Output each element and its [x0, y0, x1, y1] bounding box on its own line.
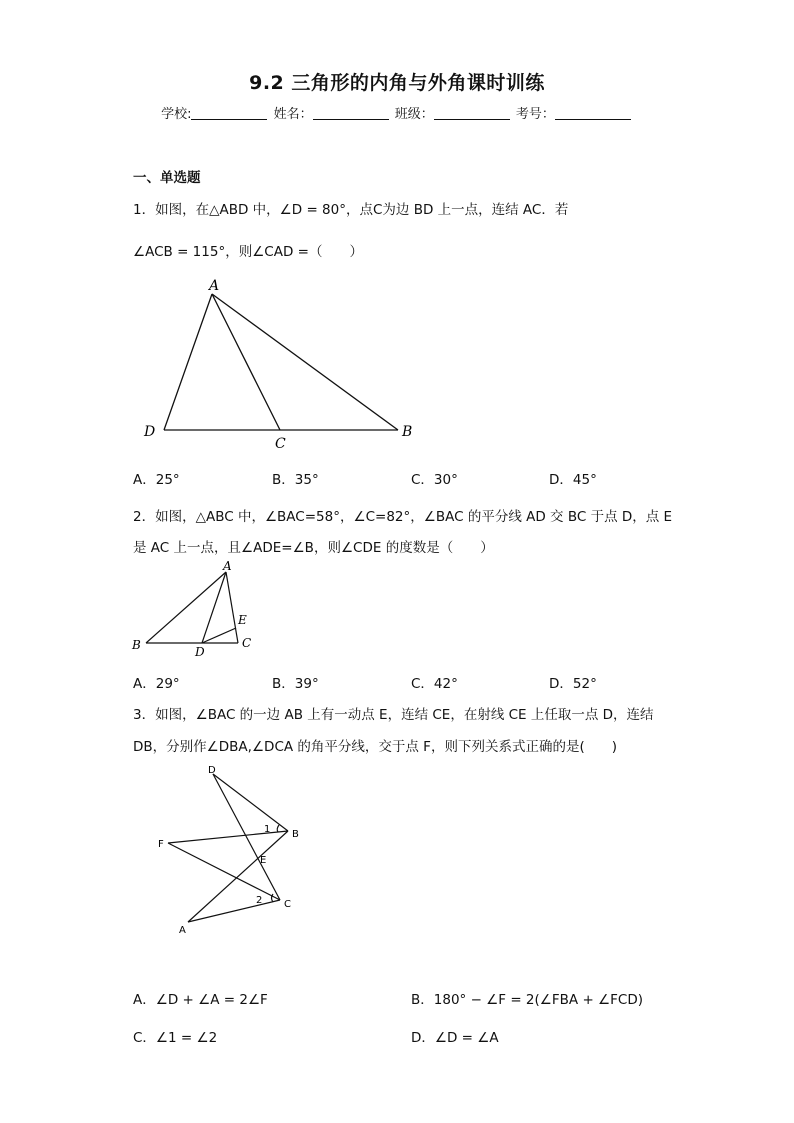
q2-figure [128, 558, 268, 662]
q1-label-c: C [275, 436, 286, 452]
q3-label-angle2: 2 [256, 895, 263, 906]
q3-option-a[interactable]: A．∠D + ∠A = 2∠F [133, 992, 268, 1008]
exam-number-blank [555, 107, 631, 120]
q2-label-e: E [238, 613, 247, 627]
q1-label-d: D [144, 424, 156, 440]
q3-text-line2: DB，分别作∠DBA,∠DCA 的角平分线，交于点 F，则下列关系式正确的是( ) [133, 739, 617, 755]
class-label: 班级： [394, 107, 434, 122]
q3-label-c: C [284, 899, 291, 910]
q3-segment-fc [168, 843, 280, 900]
q3-option-d[interactable]: D．∠D = ∠A [411, 1030, 499, 1046]
q1-segment-ab [212, 294, 398, 430]
q3-label-b: B [292, 829, 299, 840]
q3-segment-db [213, 774, 288, 831]
exam-number-label: 考号： [515, 107, 555, 122]
q3-option-b[interactable]: B．180° − ∠F = 2(∠FBA + ∠FCD) [411, 992, 644, 1008]
name-label: 姓名： [273, 107, 313, 122]
q2-label-c: C [242, 636, 252, 650]
q2-text-line1: 2．如图，△ABC 中，∠BAC=58°，∠C=82°，∠BAC 的平分线 AD 交 BC 于点 D，点 E [133, 509, 673, 525]
q3-label-f: F [158, 839, 164, 850]
q2-label-b: B [132, 638, 141, 652]
q1-option-d[interactable]: D．45° [549, 472, 597, 488]
q1-option-b[interactable]: B．35° [272, 472, 319, 488]
q2-option-c[interactable]: C．42° [411, 676, 458, 692]
q1-label-a: A [209, 278, 220, 294]
q3-label-e: E [260, 855, 267, 866]
q1-text-line2: ∠ACB = 115°，则∠CAD =（ ） [133, 244, 363, 260]
q2-segment-de [202, 628, 236, 643]
q3-angle2-arc [272, 894, 274, 902]
q2-option-d[interactable]: D．52° [549, 676, 597, 692]
q2-label-a: A [223, 559, 232, 573]
q3-figure [150, 762, 320, 940]
q1-label-b: B [402, 424, 413, 440]
q3-segment-ab [188, 831, 288, 922]
q1-segment-ac [212, 294, 280, 430]
page-title: 9.2 三角形的内角与外角课时训练 [249, 72, 545, 94]
class-blank [434, 107, 510, 120]
q2-label-d: D [195, 645, 205, 659]
q3-label-a: A [179, 925, 186, 936]
q2-option-b[interactable]: B．39° [272, 676, 319, 692]
q3-label-d: D [208, 765, 216, 776]
q1-segment-ad [164, 294, 212, 430]
name-blank [313, 107, 389, 120]
q3-angle1-arc [277, 825, 279, 832]
q2-option-a[interactable]: A．29° [133, 676, 180, 692]
section-title: 一、单选题 [133, 170, 201, 186]
q3-option-c[interactable]: C．∠1 = ∠2 [133, 1030, 218, 1046]
q3-label-angle1: 1 [264, 824, 271, 835]
q3-segment-ac [188, 900, 280, 922]
school-label: 学校: [161, 107, 192, 122]
q1-text-line1: 1．如图，在△ABD 中，∠D = 80°，点C为边 BD 上一点，连结 AC．若 [133, 202, 569, 218]
q3-text-line1: 3．如图，∠BAC 的一边 AB 上有一动点 E，连结 CE，在射线 CE 上任取一点 D，连结 [133, 707, 654, 723]
student-info-fields [0, 103, 794, 122]
q1-option-a[interactable]: A．25° [133, 472, 180, 488]
q1-option-c[interactable]: C．30° [411, 472, 458, 488]
q2-segment-ac [226, 572, 238, 643]
q1-figure [130, 270, 430, 460]
q2-text-line2: 是 AC 上一点，且∠ADE=∠B，则∠CDE 的度数是（ ） [133, 540, 494, 556]
school-blank [191, 107, 267, 120]
